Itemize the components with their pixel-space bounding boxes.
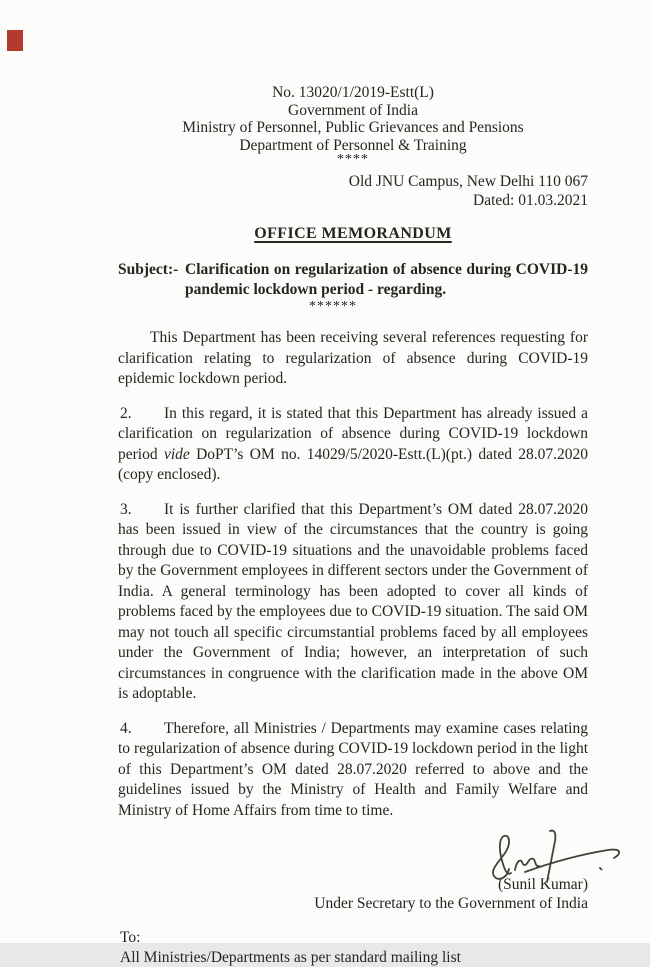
paragraph-2-number: 2. <box>120 404 132 425</box>
separator-stars: **** <box>118 154 588 166</box>
ministry-line: Ministry of Personnel, Public Grievances and Pensions <box>118 119 588 137</box>
signature-row <box>118 825 588 875</box>
handwritten-signature-icon <box>482 825 632 891</box>
paragraph-4-number: 4. <box>120 719 132 740</box>
document-content <box>118 0 588 967</box>
red-marker-icon <box>7 30 23 51</box>
subject-separator-stars: ****** <box>118 300 548 313</box>
government-line: Government of India <box>118 102 588 120</box>
subject-label: Subject:- <box>118 260 185 300</box>
recipients-block <box>118 928 588 967</box>
recipients-line: All Ministries/Departments as per standard mailing list <box>120 948 588 967</box>
subject-text: Clarification on regularization of absence during COVID-19 pandemic lockdown period - regarding. <box>185 260 588 300</box>
paragraph-3-number: 3. <box>120 500 132 521</box>
paragraph-1: This Department has been receiving several references requesting for clarification relating to regularization of absence during COVID-19 epidemic lockdown period. <box>118 328 588 390</box>
signatory-designation: Under Secretary to the Government of India <box>118 894 588 913</box>
address-block <box>118 173 588 210</box>
date-line: Dated: 01.03.2021 <box>118 192 588 211</box>
signatory-name: (Sunil Kumar) <box>118 875 588 894</box>
letterhead <box>118 84 588 154</box>
office-address: Old JNU Campus, New Delhi 110 067 <box>118 173 588 192</box>
memo-heading: OFFICE MEMORANDUM <box>118 225 588 243</box>
latin-term: vide <box>164 446 190 463</box>
department-line: Department of Personnel & Training <box>118 137 588 155</box>
reference-number: No. 13020/1/2019-Estt(L) <box>118 84 588 102</box>
subject-block <box>118 260 588 300</box>
paragraph-3: 3. It is further clarified that this Department’s OM dated 28.07.2020 has been issued in view of the circumstances that the country is going through due to COVID-19 situations and the unavoidable problems faced by the Government employees in different sectors under the Government of India. A general terminology has been adopted to cover all kinds of problems faced by the employees due to COVID-19 situation. The said OM may not touch all specific circumstantial problems faced by all employees under the Government of India; however, an interpretation of such circumstances in congruence with the clarification made in the above OM is adoptable. <box>118 500 588 705</box>
paragraph-2: 2. In this regard, it is stated that this Department has already issued a clarification on regularization of absence during COVID-19 lockdown period vide DoPT’s OM no. 14029/5/2020-Estt.(L)(pt.) dated 28.07.2020 (copy enclosed). <box>118 404 588 486</box>
to-label: To: <box>120 928 588 948</box>
paragraph-4: 4. Therefore, all Ministries / Departments may examine cases relating to regularization of absence during COVID-19 lockdown period in the light of this Department’s OM dated 28.07.2020 referred to above and the guidelines issued by the Ministry of Health and Family Welfare and Ministry of Home Affairs from time to time. <box>118 719 588 822</box>
